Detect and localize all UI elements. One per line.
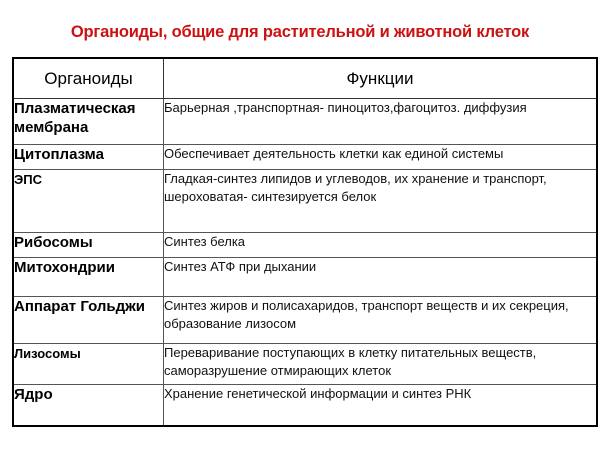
table-row xyxy=(13,170,597,233)
function-cell: Обеспечивает деятельность клетки как единой системы xyxy=(164,145,598,170)
header-functions: Функции xyxy=(164,58,598,99)
organoids-table xyxy=(12,57,598,427)
table-header-row xyxy=(13,58,597,99)
organoid-cell: Ядро xyxy=(13,385,164,426)
table-row xyxy=(13,344,597,385)
organoid-cell: ЭПС xyxy=(13,170,164,233)
table-row xyxy=(13,233,597,258)
organoid-cell: Митохондрии xyxy=(13,258,164,297)
function-cell: Синтез белка xyxy=(164,233,598,258)
organoid-cell: Плазматическая мембрана xyxy=(13,99,164,145)
table-row xyxy=(13,258,597,297)
table-row xyxy=(13,145,597,170)
header-organoids: Органоиды xyxy=(13,58,164,99)
table-row xyxy=(13,385,597,426)
table-row xyxy=(13,297,597,344)
organoid-cell: Рибосомы xyxy=(13,233,164,258)
page-title: Органоиды, общие для растительной и животной клеток xyxy=(70,23,530,41)
organoid-cell: Лизосомы xyxy=(13,344,164,385)
function-cell: Синтез АТФ при дыхании xyxy=(164,258,598,297)
function-cell: Хранение генетической информации и синтез РНК xyxy=(164,385,598,426)
function-cell: Гладкая-синтез липидов и углеводов, их хранение и транспорт, шероховатая- синтезируется белок xyxy=(164,170,598,233)
organoid-cell: Аппарат Гольджи xyxy=(13,297,164,344)
function-cell: Барьерная ,транспортная- пиноцитоз,фагоцитоз. диффузия xyxy=(164,99,598,145)
table-row xyxy=(13,99,597,145)
organoid-cell: Цитоплазма xyxy=(13,145,164,170)
function-cell: Синтез жиров и полисахаридов, транспорт веществ и их секреция, образование лизосом xyxy=(164,297,598,344)
function-cell: Переваривание поступающих в клетку питательных веществ, саморазрушение отмирающих клеток xyxy=(164,344,598,385)
